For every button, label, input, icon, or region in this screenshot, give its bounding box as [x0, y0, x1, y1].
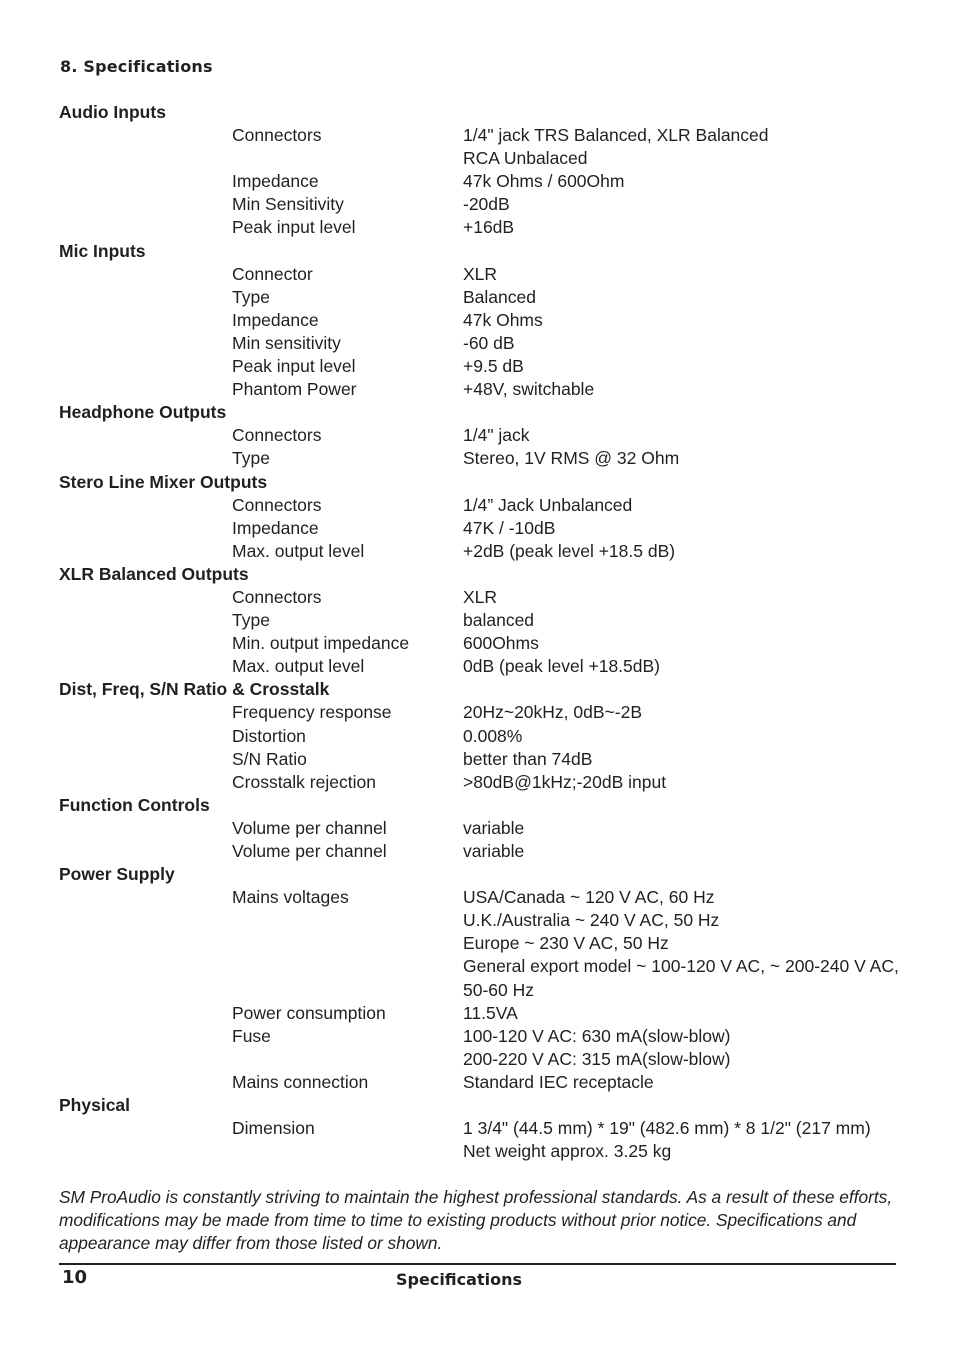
spec-label: Crosstalk rejection — [232, 771, 376, 792]
spec-label: Impedance — [232, 309, 319, 330]
spec-label: Connector — [232, 263, 313, 284]
spec-label: Min. output impedance — [232, 633, 410, 654]
spec-value: 47k Ohms — [463, 309, 543, 330]
spec-row — [59, 586, 919, 609]
section-heading: Physical — [59, 1095, 131, 1116]
spec-row — [59, 216, 919, 239]
spec-value: 100-120 V AC: 630 mA(slow-blow) — [463, 1025, 731, 1046]
spec-row — [59, 1025, 919, 1048]
spec-value: +2dB (peak level +18.5 dB) — [463, 540, 676, 561]
spec-row — [59, 1071, 919, 1094]
spec-label: Impedance — [232, 171, 319, 192]
spec-label: Min sensitivity — [232, 332, 341, 353]
spec-value: Standard IEC receptacle — [463, 1071, 654, 1092]
spec-row — [59, 309, 919, 332]
spec-value: 0dB (peak level +18.5dB) — [463, 656, 661, 677]
spec-label: Volume per channel — [232, 841, 387, 861]
page-number: 10 — [62, 1267, 88, 1288]
section-heading: Stero Line Mixer Outputs — [59, 471, 268, 492]
spec-row — [59, 424, 919, 447]
spec-label: Power consumption — [232, 1002, 386, 1023]
spec-label: Volume per channel — [232, 817, 387, 838]
spec-value: 1/4" jack — [463, 425, 530, 446]
spec-label: Mains voltages — [232, 887, 349, 908]
spec-label: Max. output level — [232, 656, 365, 677]
spec-row — [59, 332, 919, 355]
section-heading: Power Supply — [59, 864, 175, 885]
spec-value: better than 74dB — [463, 748, 593, 769]
spec-value: 20Hz~20kHz, 0dB~-2B — [463, 702, 642, 723]
spec-value: 47K / -10dB — [463, 517, 556, 538]
spec-row — [59, 193, 919, 216]
spec-value: 47k Ohms / 600Ohm — [463, 171, 625, 192]
spec-row — [59, 263, 919, 286]
spec-label: Connectors — [232, 494, 322, 515]
spec-row — [59, 286, 919, 309]
spec-row — [59, 1002, 919, 1025]
spec-row — [59, 655, 919, 678]
spec-row — [59, 979, 919, 1002]
spec-row — [59, 840, 919, 863]
spec-label: Connectors — [232, 125, 322, 146]
spec-label: Impedance — [232, 517, 319, 538]
spec-value: Net weight approx. 3.25 kg — [463, 1141, 672, 1162]
spec-row — [59, 378, 919, 401]
spec-label: Type — [232, 610, 270, 631]
spec-value: variable — [463, 841, 525, 861]
spec-value: variable — [463, 817, 525, 838]
spec-value: 50-60 Hz — [463, 979, 535, 1000]
spec-value: 200-220 V AC: 315 mA(slow-blow) — [463, 1048, 731, 1069]
spec-value: -60 dB — [463, 332, 515, 353]
spec-row — [59, 1048, 919, 1071]
spec-row — [59, 609, 919, 632]
spec-value: USA/Canada ~ 120 V AC, 60 Hz — [463, 887, 715, 908]
spec-value: XLR — [463, 263, 498, 284]
spec-row — [59, 632, 919, 655]
spec-label: Frequency response — [232, 702, 392, 723]
spec-value: U.K./Australia ~ 240 V AC, 50 Hz — [463, 910, 720, 931]
spec-value: 0.008% — [463, 725, 523, 746]
spec-label: Dimension — [232, 1118, 315, 1139]
section-heading: Headphone Outputs — [59, 402, 227, 423]
section-heading: XLR Balanced Outputs — [59, 563, 249, 584]
section-heading: Function Controls — [59, 794, 210, 815]
disclaimer: SM ProAudio is constantly striving to maintain the highest professional standards. As a result of these efforts, modifications may be made from time to time to existing products without prior notice. Specifications and appearance may differ from those listed or shown. — [59, 1187, 893, 1254]
spec-value: 1 3/4" (44.5 mm) * 19" (482.6 mm) * 8 1/2" (217 mm) — [463, 1118, 871, 1139]
spec-row — [59, 909, 919, 932]
spec-value: +48V, switchable — [463, 379, 595, 400]
spec-row — [59, 725, 919, 748]
spec-label: Type — [232, 286, 270, 307]
page-heading: 8. Specifications — [60, 57, 213, 76]
spec-label: Phantom Power — [232, 379, 357, 400]
section-heading: Audio Inputs — [59, 102, 166, 122]
spec-row — [59, 748, 919, 771]
spec-label: Peak input level — [232, 217, 356, 238]
spec-row — [59, 1117, 919, 1140]
spec-value: XLR — [463, 586, 498, 607]
spec-value: General export model ~ 100-120 V AC, ~ 200-240 V AC, — [463, 956, 899, 977]
spec-row — [59, 147, 919, 170]
spec-value: +9.5 dB — [463, 356, 524, 377]
spec-row — [59, 494, 919, 517]
spec-label: Fuse — [232, 1025, 271, 1046]
footer-title: Specifications — [396, 1270, 522, 1289]
spec-row — [59, 1140, 919, 1163]
spec-label: Connectors — [232, 425, 322, 446]
spec-value: 11.5VA — [463, 1002, 518, 1023]
spec-value: Stereo, 1V RMS @ 32 Ohm — [463, 448, 680, 469]
spec-row — [59, 955, 919, 978]
spec-list — [59, 101, 919, 1163]
spec-row — [59, 540, 919, 563]
spec-label: Peak input level — [232, 356, 356, 377]
spec-row — [59, 124, 919, 147]
spec-label: Distortion — [232, 725, 306, 746]
spec-value: 1/4" jack TRS Balanced, XLR Balanced — [463, 125, 769, 146]
spec-value: Europe ~ 230 V AC, 50 Hz — [463, 933, 669, 954]
spec-value: balanced — [463, 610, 535, 631]
spec-row — [59, 517, 919, 540]
spec-row — [59, 886, 919, 909]
spec-value: RCA Unbalaced — [463, 148, 588, 169]
footer-rule — [59, 1263, 896, 1265]
spec-value: 600Ohms — [463, 633, 539, 654]
spec-label: S/N Ratio — [232, 748, 307, 769]
spec-value: 1/4” Jack Unbalanced — [463, 494, 633, 515]
spec-label: Mains connection — [232, 1071, 369, 1092]
section-heading: Mic Inputs — [59, 240, 146, 261]
spec-label: Type — [232, 448, 270, 469]
spec-label: Max. output level — [232, 540, 365, 561]
spec-row — [59, 447, 919, 470]
section-heading: Dist, Freq, S/N Ratio & Crosstalk — [59, 679, 330, 700]
spec-row — [59, 701, 919, 724]
spec-value: -20dB — [463, 194, 510, 215]
spec-value: Balanced — [463, 286, 536, 307]
spec-row — [59, 170, 919, 193]
spec-value: +16dB — [463, 217, 515, 238]
spec-value: >80dB@1kHz;-20dB input — [463, 771, 667, 792]
spec-label: Min Sensitivity — [232, 194, 344, 215]
spec-row — [59, 932, 919, 955]
spec-row — [59, 817, 919, 840]
spec-label: Connectors — [232, 586, 322, 607]
spec-row — [59, 771, 919, 794]
spec-row — [59, 355, 919, 378]
